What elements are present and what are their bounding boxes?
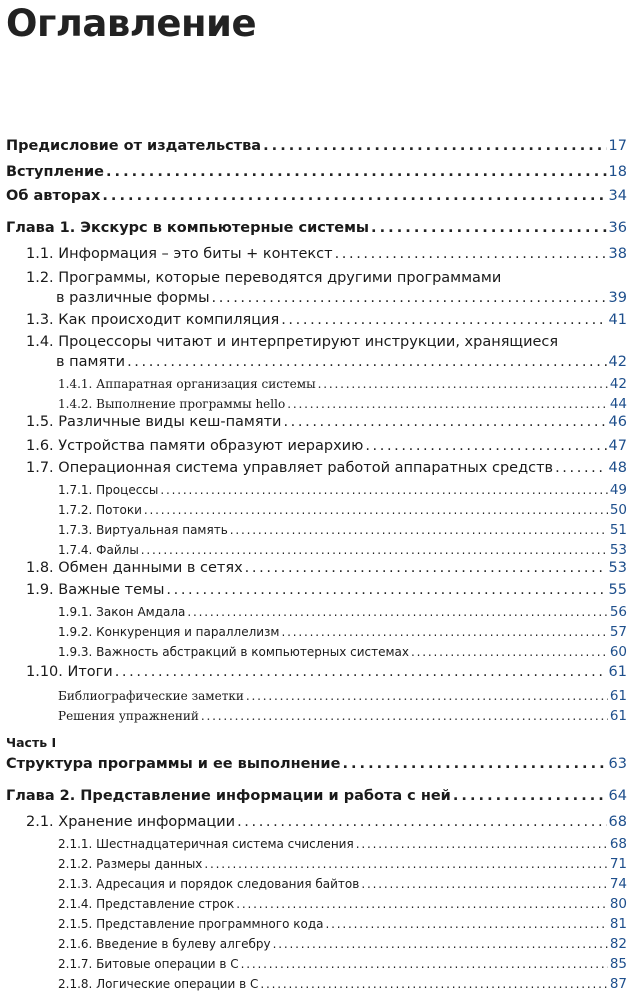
toc-entry[interactable] xyxy=(58,956,627,972)
toc-entry-title: 2.1.5. Представление программного кода xyxy=(58,917,324,931)
toc-entry-title: 1.9.2. Конкуренция и параллелизм xyxy=(58,625,280,639)
dot-leader xyxy=(281,312,606,328)
toc-entry-title: 1.5. Различные виды кеш-памяти xyxy=(26,414,282,430)
toc-entry-title: 1.7.1. Процессы xyxy=(58,483,159,497)
toc-entry[interactable] xyxy=(58,856,627,872)
toc-entry-title: 1.9. Важные темы xyxy=(26,582,165,598)
page-number-link[interactable]: 42 xyxy=(608,354,627,370)
toc-entry-title: 1.10. Итоги xyxy=(26,664,113,680)
page-number-link[interactable]: 55 xyxy=(608,582,627,598)
page-number-link[interactable]: 61 xyxy=(608,664,627,680)
page-number-link[interactable]: 44 xyxy=(609,396,627,412)
dot-leader xyxy=(241,957,608,971)
toc-entry-title: 1.6. Устройства памяти образуют иерархию xyxy=(26,438,364,454)
toc-entry-title: 2.1.8. Логические операции в С xyxy=(58,977,259,991)
toc-entry[interactable] xyxy=(58,396,627,412)
toc-entry[interactable] xyxy=(58,624,627,640)
page-number-link[interactable]: 64 xyxy=(608,788,627,804)
dot-leader xyxy=(115,664,607,680)
toc-entry[interactable] xyxy=(58,896,627,912)
toc-entry-title: 2.1.2. Размеры данных xyxy=(58,857,203,871)
toc-entry-title: Предисловие от издательства xyxy=(6,138,262,154)
toc-entry[interactable] xyxy=(58,482,627,498)
toc-entry[interactable] xyxy=(58,522,627,538)
dot-leader xyxy=(204,857,607,871)
page-number-link[interactable]: 49 xyxy=(609,482,627,498)
page-number-link[interactable]: 36 xyxy=(608,220,627,236)
dot-leader xyxy=(283,414,606,430)
dot-leader xyxy=(365,438,606,454)
page-number-link[interactable]: 85 xyxy=(609,956,627,972)
dot-leader xyxy=(230,523,608,537)
toc-entry[interactable] xyxy=(26,560,627,576)
dot-leader xyxy=(453,788,607,804)
toc-entry[interactable] xyxy=(26,814,627,830)
toc-entry-title: 2.1. Хранение информации xyxy=(26,814,236,830)
toc-entry[interactable] xyxy=(26,582,627,598)
toc-entry[interactable] xyxy=(58,708,627,724)
toc-entry-title: Вступление xyxy=(6,164,104,180)
toc-entry-title: 1.7. Операционная система управляет работой аппаратных средств xyxy=(26,460,554,476)
toc-entry[interactable] xyxy=(6,756,627,772)
dot-leader xyxy=(236,897,608,911)
page-number-link[interactable]: 71 xyxy=(609,856,627,872)
dot-leader xyxy=(141,543,608,557)
page-number-link[interactable]: 50 xyxy=(609,502,627,518)
page-number-link[interactable]: 80 xyxy=(609,896,627,912)
dot-leader xyxy=(281,625,607,639)
toc-entry[interactable] xyxy=(26,414,627,430)
toc-entry[interactable] xyxy=(58,688,627,704)
dot-leader xyxy=(263,138,606,154)
toc-entry[interactable] xyxy=(58,376,627,392)
toc-entry-continuation: в различные формы xyxy=(56,290,210,306)
dot-leader xyxy=(187,605,607,619)
page-number-link[interactable]: 53 xyxy=(608,560,627,576)
toc-entry[interactable] xyxy=(56,354,627,370)
toc-entry[interactable] xyxy=(6,188,627,204)
page-number-link[interactable]: 48 xyxy=(608,460,627,476)
dot-leader xyxy=(371,220,607,236)
dot-leader xyxy=(102,188,606,204)
toc-entry-title: 1.4.1. Аппаратная организация системы xyxy=(58,377,316,391)
dot-leader xyxy=(411,645,608,659)
toc-entry-title: Решения упражнений xyxy=(58,709,199,723)
toc-entry-title: 2.1.4. Представление строк xyxy=(58,897,235,911)
page-title: Оглавление xyxy=(6,2,257,45)
page-number-link[interactable]: 57 xyxy=(609,624,627,640)
toc-entry[interactable] xyxy=(58,836,627,852)
toc-entry-title: 1.3. Как происходит компиляция xyxy=(26,312,280,328)
page-number-link[interactable]: 56 xyxy=(609,604,627,620)
page-number-link[interactable]: 47 xyxy=(608,438,627,454)
toc-entry-title: Структура программы и ее выполнение xyxy=(6,756,341,772)
toc-entry[interactable] xyxy=(26,664,627,680)
page-number-link[interactable]: 61 xyxy=(609,688,627,704)
toc-entry-title: 2.1.6. Введение в булеву алгебру xyxy=(58,937,271,951)
dot-leader xyxy=(166,582,606,598)
toc-entry-title: 1.2. Программы, которые переводятся другими программами xyxy=(26,270,502,286)
page-number-link[interactable]: 82 xyxy=(609,936,627,952)
toc-entry-title: 1.4.2. Выполнение программы hello xyxy=(58,397,286,411)
toc-entry-title: 2.1.1. Шестнадцатеричная система счисления xyxy=(58,837,354,851)
dot-leader xyxy=(287,397,608,411)
toc-entry-title: 1.7.4. Файлы xyxy=(58,543,139,557)
dot-leader xyxy=(201,709,608,723)
toc-entry[interactable] xyxy=(56,290,627,306)
toc-entry[interactable] xyxy=(58,876,627,892)
toc-entry-continuation: в памяти xyxy=(56,354,126,370)
page-number-link[interactable]: 17 xyxy=(608,138,627,154)
toc-entry[interactable] xyxy=(58,936,627,952)
page-number-link[interactable]: 53 xyxy=(609,542,627,558)
page-number-link[interactable]: 68 xyxy=(609,836,627,852)
toc-entry-title: Библиографические заметки xyxy=(58,689,244,703)
toc-entry-title: 1.7.3. Виртуальная память xyxy=(58,523,228,537)
dot-leader xyxy=(342,756,606,772)
toc-entry-title: 1.4. Процессоры читают и интерпретируют инструкции, хранящиеся xyxy=(26,334,559,350)
toc-entry[interactable] xyxy=(26,246,627,262)
toc-entry-title: 1.9.3. Важность абстракций в компьютерных системах xyxy=(58,645,410,659)
dot-leader xyxy=(555,460,606,476)
toc-entry-title: 1.8. Обмен данными в сетях xyxy=(26,560,243,576)
toc-entry-title: Глава 1. Экскурс в компьютерные системы xyxy=(6,220,370,236)
dot-leader xyxy=(273,937,608,951)
dot-leader xyxy=(106,164,607,180)
toc-entry[interactable] xyxy=(58,976,627,992)
page-number-link[interactable]: 87 xyxy=(609,976,627,992)
dot-leader xyxy=(245,560,607,576)
page-number-link[interactable]: 46 xyxy=(608,414,627,430)
toc-entry[interactable] xyxy=(26,312,627,328)
toc-entry[interactable] xyxy=(58,542,627,558)
page-number-link[interactable]: 18 xyxy=(608,164,627,180)
page-number-link[interactable]: 74 xyxy=(609,876,627,892)
page-number-link[interactable]: 38 xyxy=(608,246,627,262)
toc-entry[interactable] xyxy=(58,502,627,518)
toc-entry-title: 2.1.3. Адресация и порядок следования байтов xyxy=(58,877,360,891)
toc-entry[interactable] xyxy=(58,916,627,932)
dot-leader xyxy=(335,246,607,262)
toc-entry[interactable] xyxy=(6,220,627,236)
page-number-link[interactable]: 63 xyxy=(608,756,627,772)
toc-entry-title: 1.7.2. Потоки xyxy=(58,503,142,517)
page-number-link[interactable]: 60 xyxy=(609,644,627,660)
toc-entry[interactable] xyxy=(6,788,627,804)
dot-leader xyxy=(325,917,607,931)
page-number-link[interactable]: 68 xyxy=(608,814,627,830)
toc-entry[interactable] xyxy=(6,138,627,154)
dot-leader xyxy=(144,503,608,517)
toc-entry[interactable] xyxy=(26,460,627,476)
dot-leader xyxy=(260,977,607,991)
dot-leader xyxy=(160,483,607,497)
dot-leader xyxy=(237,814,606,830)
page-number-link[interactable]: 34 xyxy=(608,188,627,204)
toc-entry-title: Глава 2. Представление информации и работа с ней xyxy=(6,788,451,804)
toc-entry[interactable] xyxy=(26,438,627,454)
toc-entry-title: 2.1.7. Битовые операции в С xyxy=(58,957,239,971)
page-number-link[interactable]: 41 xyxy=(608,312,627,328)
dot-leader xyxy=(318,377,608,391)
toc-entry[interactable] xyxy=(58,604,627,620)
page-number-link[interactable]: 39 xyxy=(608,290,627,306)
page-number-link[interactable]: 61 xyxy=(609,708,627,724)
dot-leader xyxy=(246,689,608,703)
toc-entry-title: Об авторах xyxy=(6,188,101,204)
part-label: Часть I xyxy=(6,735,57,750)
toc-entry[interactable] xyxy=(6,164,627,180)
dot-leader xyxy=(356,837,608,851)
toc-entry-title: 1.9.1. Закон Амдала xyxy=(58,605,186,619)
page-number-link[interactable]: 42 xyxy=(609,376,627,392)
dot-leader xyxy=(361,877,608,891)
page-number-link[interactable]: 51 xyxy=(609,522,627,538)
toc-entry[interactable] xyxy=(58,644,627,660)
dot-leader xyxy=(212,290,607,306)
page-number-link[interactable]: 81 xyxy=(609,916,627,932)
dot-leader xyxy=(127,354,606,370)
toc-entry-title: 1.1. Информация – это биты + контекст xyxy=(26,246,333,262)
